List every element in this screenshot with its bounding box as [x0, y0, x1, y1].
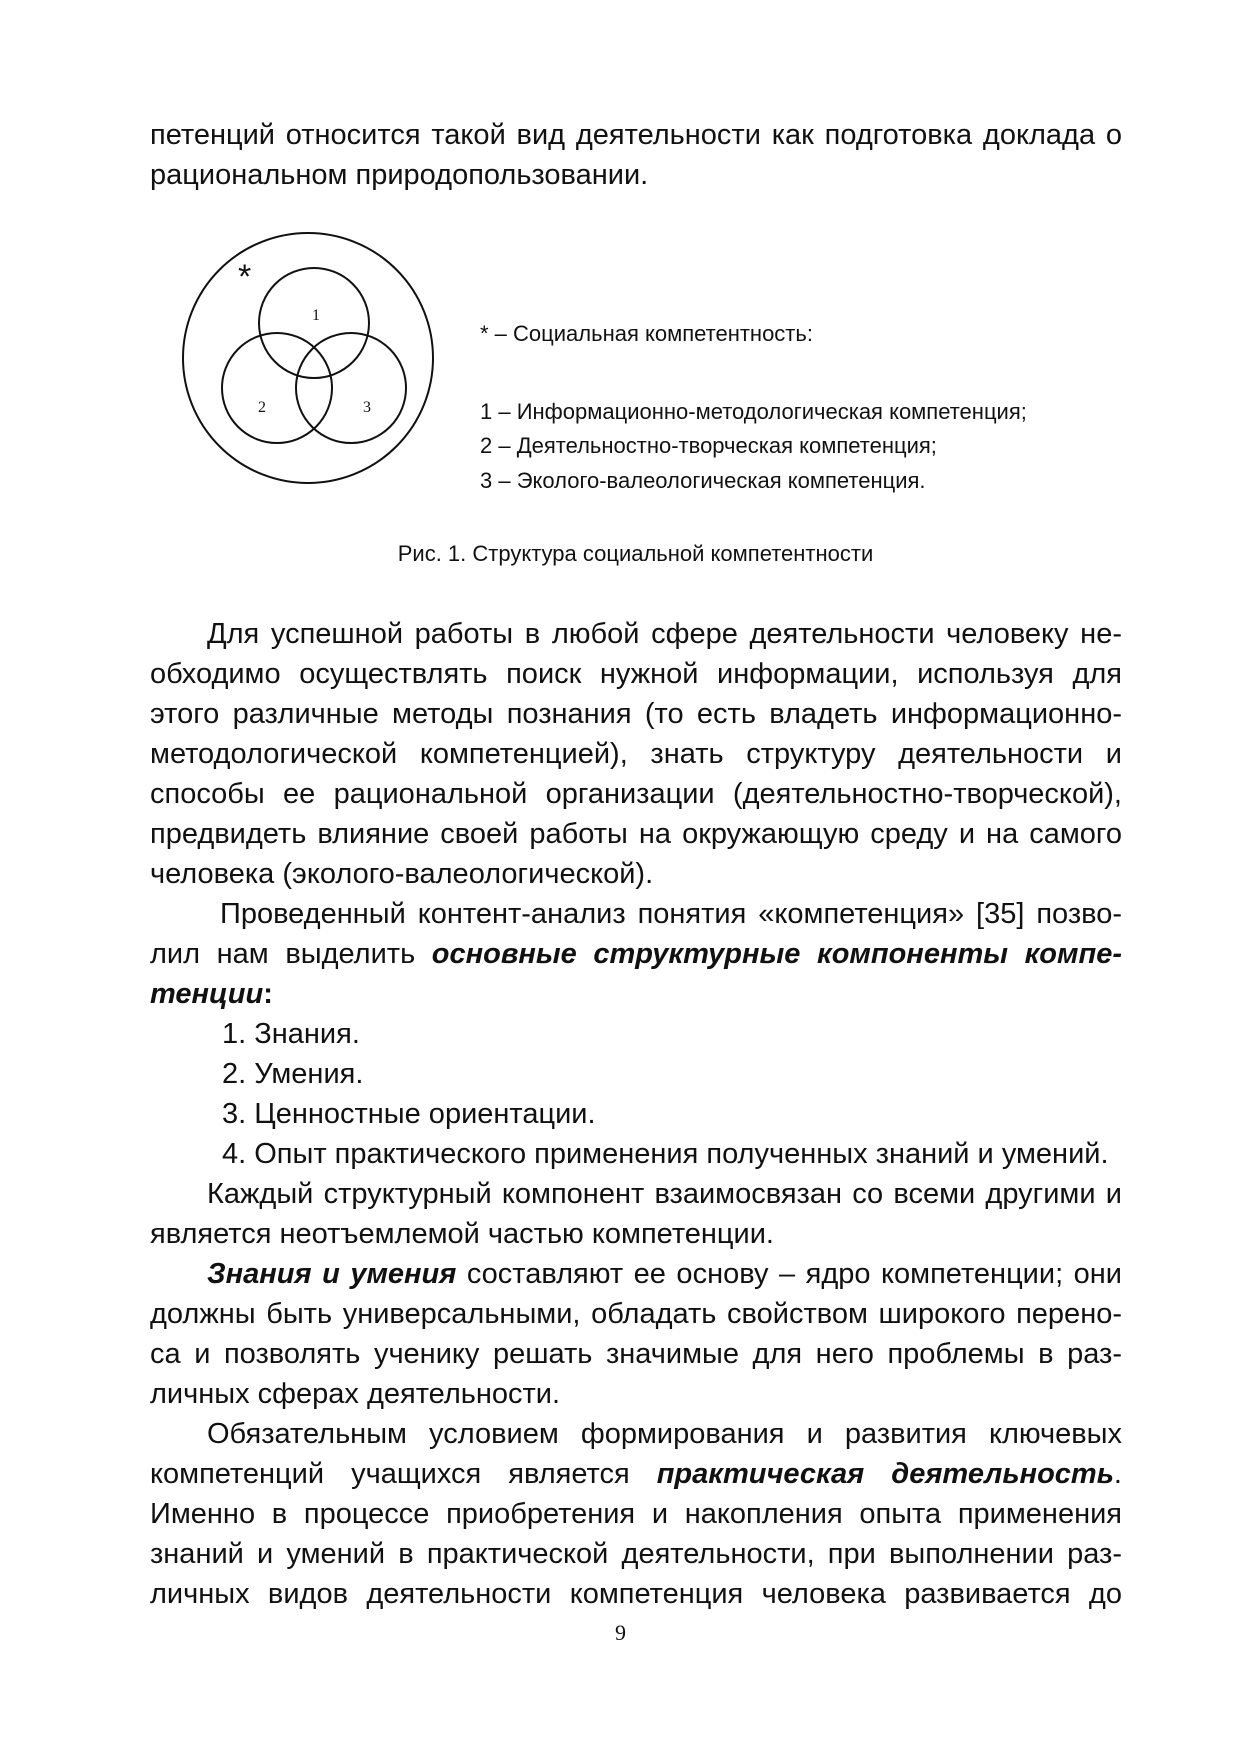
circle-2: [222, 333, 332, 443]
list-item: 2. Умения.: [222, 1058, 364, 1090]
paragraph-line: Обязательным условием формирования и развития ключевых: [207, 1418, 1122, 1450]
paragraph-line: этого различные методы познания (то есть владеть информационно-: [150, 698, 1122, 730]
legend-item-2: 2 – Деятельностно-творческая компетенция;: [480, 433, 937, 458]
paragraph-line: человека (эколого-валеологической).: [150, 858, 654, 890]
intro-line: рациональном природопользовании.: [150, 159, 649, 191]
paragraph-line: способы ее рациональной организации (деятельностно-творческой),: [150, 778, 1122, 810]
figure-caption: Рис. 1. Структура социальной компетентности: [397, 541, 874, 566]
paragraph-line: предвидеть влияние своей работы на окружающую среду и на самого: [150, 818, 1122, 850]
list-item: 4. Опыт практического применения полученных знаний и умений.: [222, 1138, 1109, 1170]
colon: :: [263, 978, 273, 1010]
paragraph-line: Именно в процессе приобретения и накопления опыта применения: [150, 1498, 1122, 1530]
emphasis-practical-activity: практическая деятельность: [656, 1458, 1114, 1490]
paragraph-line: са и позволять ученику решать значимые для него проблемы в раз-: [150, 1338, 1122, 1370]
paragraph-line: личных сферах деятельности.: [150, 1378, 561, 1410]
intro-paragraph: [150, 115, 1122, 195]
paragraph-line: знаний и умений в практической деятельности, при выполнении раз-: [150, 1538, 1122, 1570]
paragraph-line: [150, 974, 1122, 1014]
paragraph-2: [150, 894, 1122, 1014]
page-number: 9: [615, 1620, 626, 1645]
paragraph-line: является неотъемлемой частью компетенции.: [150, 1218, 774, 1250]
paragraph-3: [150, 1174, 1122, 1254]
paragraph-1: [150, 614, 1122, 894]
list-item: 1. Знания.: [222, 1018, 360, 1050]
paragraph-line: Проведенный контент-анализ понятия «компетенция» [35] позво-: [220, 898, 1122, 930]
paragraph-5: [150, 1414, 1122, 1614]
legend-item-3: 3 – Эколого-валеологическая компетенция.: [480, 468, 926, 493]
paragraph-line: должны быть универсальными, обладать свойством широкого перено-: [150, 1298, 1122, 1330]
paragraph-line: [150, 1254, 1122, 1294]
emphasis-knowledge-skills: Знания и умения: [207, 1258, 457, 1290]
paragraph-line: методологической компетенцией), знать структуру деятельности и: [150, 738, 1122, 770]
paragraph-line: Каждый структурный компонент взаимосвязан со всеми другими и: [207, 1178, 1122, 1210]
components-list: [222, 1014, 1109, 1174]
paragraph-text: составляют ее основу – ядро компетенции; они: [456, 1258, 1122, 1290]
asterisk-mark: *: [238, 258, 252, 296]
paragraph-line: Для успешной работы в любой сфере деятельности человеку не-: [207, 618, 1122, 650]
paragraph-line: личных видов деятельности компетенция человека развивается до: [150, 1578, 1122, 1610]
paragraph-text: лил нам выделить: [150, 938, 432, 970]
paragraph-line: обходимо осуществлять поиск нужной информации, используя для: [150, 658, 1122, 690]
circle-label-3: 3: [363, 399, 371, 416]
circle-label-1: 1: [312, 307, 320, 324]
paragraph-text: компетенций учащихся является: [150, 1458, 657, 1490]
legend-title: * – Социальная компетентность:: [480, 321, 813, 346]
outer-circle: [183, 233, 433, 483]
circle-label-2: 2: [258, 399, 266, 416]
competence-structure-diagram: [170, 220, 470, 520]
emphasis-competence: тенции: [150, 978, 264, 1010]
paragraph-text: .: [1113, 1458, 1122, 1490]
intro-line: петенций относится такой вид деятельности как подготовка доклада о: [150, 119, 1122, 151]
list-item: 3. Ценностные ориентации.: [222, 1098, 596, 1130]
paragraph-line: [150, 1454, 1122, 1494]
circle-3: [296, 333, 406, 443]
paragraph-4: [150, 1254, 1122, 1414]
legend-item-1: 1 – Информационно-методологическая компетенция;: [480, 399, 1027, 424]
emphasis-structural-components: основные структурные компоненты компе-: [431, 938, 1122, 970]
paragraph-line: [150, 934, 1122, 974]
